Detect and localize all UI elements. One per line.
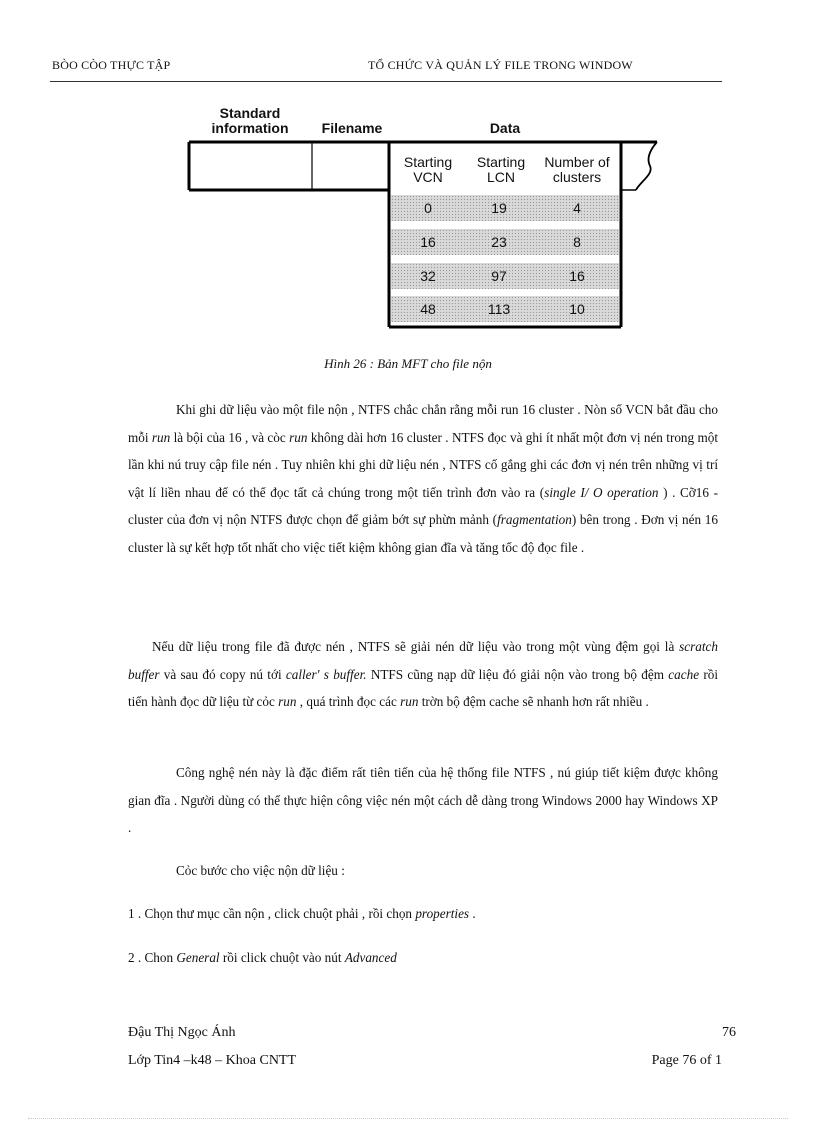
p2-term-run: run bbox=[400, 694, 419, 710]
figure-caption: Hình 26 : Bản MFT cho file nộn bbox=[324, 356, 492, 371]
col-standard-information: Standard information bbox=[211, 105, 289, 136]
p2-term-run: run bbox=[278, 694, 297, 710]
run-vcn: 0 bbox=[424, 200, 432, 216]
sub-starting-lcn: Starting LCN bbox=[476, 154, 526, 185]
p1-term-run: run bbox=[289, 429, 308, 445]
step-2-text: 2 . Chon bbox=[128, 950, 177, 965]
p1-term-single-io: single I/ O operation bbox=[544, 484, 659, 500]
sub-number-of-clusters: Number of clusters bbox=[544, 154, 610, 185]
paragraph-compression-write bbox=[128, 396, 718, 562]
paragraph-decompression-read bbox=[128, 633, 718, 716]
run-clusters: 8 bbox=[573, 234, 581, 250]
footer-page-number: 76 bbox=[722, 1025, 736, 1040]
p1-text: Khi ghi dữ liệu vào một file nộn , NTFS chắc chắn rằng mỗi run 16 cluster . Nòn số VCN bắt đầu cho mỗi bbox=[128, 402, 718, 445]
p2-text: trờn bộ đệm cache sẽ nhanh hơn rất nhiều . bbox=[418, 694, 649, 710]
paragraph-compression-feature bbox=[128, 759, 718, 842]
sub-starting-vcn: Starting VCN bbox=[403, 154, 453, 185]
footer-class: Lớp Tin4 –k48 – Khoa CNTT bbox=[128, 1053, 297, 1068]
run-vcn: 48 bbox=[420, 301, 436, 317]
run-lcn: 19 bbox=[491, 200, 507, 216]
steps-intro: Cỏc bước cho việc nộn dữ liệu : bbox=[176, 863, 345, 878]
run-clusters: 4 bbox=[573, 200, 581, 216]
run-vcn: 32 bbox=[420, 268, 436, 284]
step-1-text: . bbox=[469, 906, 476, 921]
step-1 bbox=[128, 906, 476, 922]
run-clusters: 16 bbox=[569, 268, 585, 284]
run-clusters: 10 bbox=[569, 301, 585, 317]
p2-term-cache: cache bbox=[668, 666, 700, 682]
run-lcn: 113 bbox=[487, 301, 511, 317]
p1-text: ) . Cỡ16 - cluster của đơn vị nộn NTFS được chọn để giảm bớt sự phừn mảnh ( bbox=[128, 484, 718, 528]
p1-text: ) bên trong . Đơn vị nén 16 cluster là sự kết hợp tốt nhất cho việc tiết kiệm không gian đĩa và tăng tốc độ đọc file . bbox=[128, 512, 718, 555]
run-lcn: 23 bbox=[491, 234, 507, 250]
run-lcn: 97 bbox=[491, 268, 507, 284]
step-2-term-general: General bbox=[176, 950, 220, 965]
p2-text: , quá trình đọc các bbox=[296, 694, 401, 710]
step-2-term-advanced: Advanced bbox=[344, 950, 397, 965]
step-1-term-properties: properties bbox=[415, 906, 470, 921]
p3-text: Công nghệ nén này là đặc điểm rất tiên tiến của hệ thống file NTFS , nú giúp tiết kiệm được không gian đĩa . Người dùng có thể thực hiện công việc nén một cách dễ dàng trong Windows 2000 hay Windows XP . bbox=[128, 765, 718, 836]
p2-term-scratch-buffer: scratch buffer bbox=[128, 639, 718, 682]
header-right-title: TỔ CHỨC VÀ QUẢN LÝ FILE TRONG WINDOW bbox=[368, 58, 633, 72]
p1-text: không dài hơn 16 cluster . NTFS đọc và ghi ít nhất một đơn vị nén trong một lần khi nú truy cập file nén . Tuy nhiên khi ghi dữ liệu nén , NTFS cố gắng ghi các đơn vị nén trên những vị trí vật lí liền nhau để có thể đọc tất cả chúng trong một tiến trình đơn vào ra ( bbox=[128, 429, 719, 500]
run-vcn: 16 bbox=[420, 234, 436, 250]
p2-text: và sau đó copy nú tới bbox=[159, 666, 286, 682]
col-filename: Filename bbox=[321, 120, 383, 136]
col-data: Data bbox=[489, 120, 521, 136]
step-2-text: rồi click chuột vào nút bbox=[219, 950, 345, 965]
p2-term-caller-buffer: caller' s buffer. bbox=[285, 666, 367, 682]
footer-page-of: Page 76 of 1 bbox=[651, 1053, 722, 1068]
p2-text: Nếu dữ liệu trong file đã được nén , NTFS sẽ giải nén dữ liệu vào trong một vùng đệm gọi là bbox=[152, 639, 680, 654]
p2-text: rồi tiến hành đọc dữ liệu từ cỏc bbox=[128, 666, 718, 710]
step-1-text: 1 . Chọn thư mục cần nộn , click chuột phải , rồi chọn bbox=[128, 906, 416, 921]
footer-author: Đậu Thị Ngọc Ánh bbox=[128, 1025, 236, 1040]
p1-text: là bội của 16 , và còc bbox=[170, 429, 290, 445]
header-left-title: BÒO CÒO THỰC TẬP bbox=[52, 58, 171, 72]
mft-figure bbox=[0, 0, 816, 340]
p1-term-run: run bbox=[151, 429, 171, 445]
p2-text: NTFS cũng nạp dữ liệu đó giải nộn vào trong bộ đệm bbox=[366, 666, 669, 682]
p1-term-fragmentation: fragmentation bbox=[497, 512, 572, 528]
page-bottom-edge bbox=[28, 1118, 788, 1119]
step-2 bbox=[128, 950, 397, 966]
